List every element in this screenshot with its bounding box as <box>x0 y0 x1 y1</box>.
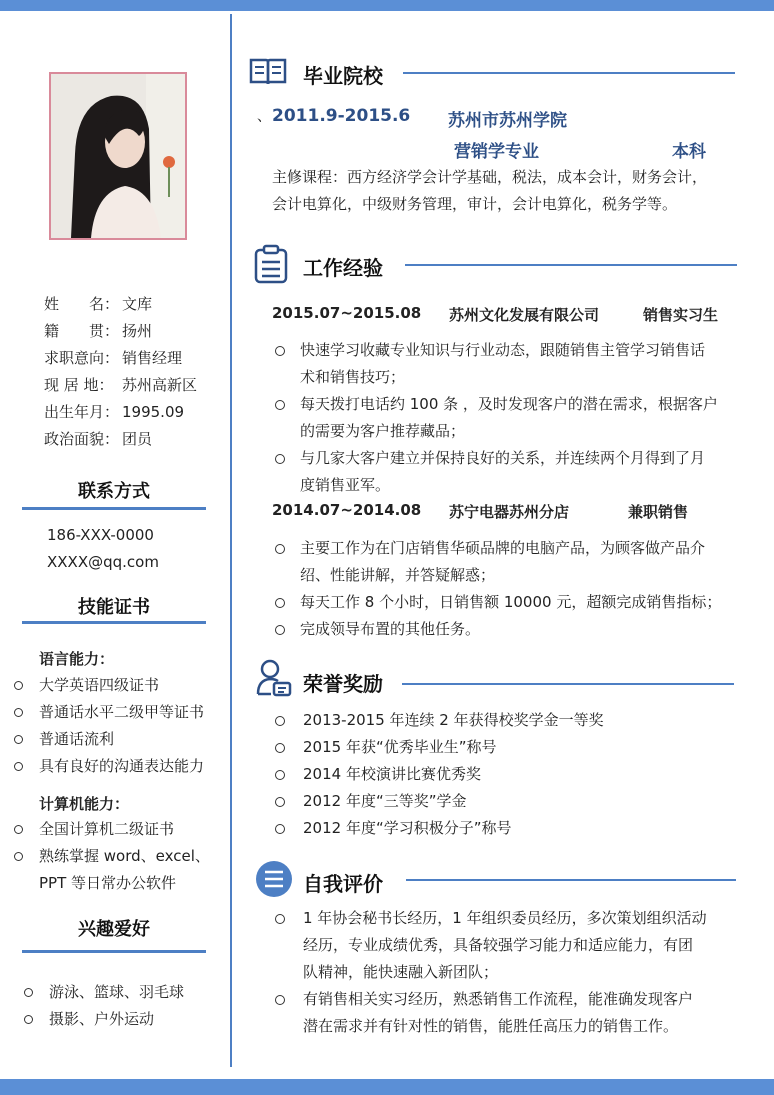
profile-label: 政治面貌： <box>44 430 120 448</box>
job2-company: 苏宁电器苏州分店 <box>449 503 570 521</box>
bullet-icon <box>14 852 23 861</box>
education-heading-line <box>403 72 735 74</box>
computer-item: 全国计算机二级证书 <box>39 820 175 838</box>
clipboard-icon <box>253 244 289 284</box>
profile-value: 销售经理 <box>122 349 183 367</box>
profile-label: 现 居 地： <box>44 376 114 394</box>
bullet-icon <box>275 770 285 780</box>
honors-heading-line <box>402 683 734 685</box>
language-item: 普通话流利 <box>39 730 115 748</box>
top-accent-bar <box>0 0 774 11</box>
person-card-icon <box>255 658 293 698</box>
self-eval-line-cont: 潜在需求并有针对性的销售，能胜任高压力的销售工作。 <box>303 1017 679 1035</box>
hobby-item: 摄影、户外运动 <box>49 1010 155 1028</box>
language-item: 普通话水平二级甲等证书 <box>39 703 205 721</box>
profile-label: 求职意向： <box>44 349 120 367</box>
job2-detail: 每天工作 8 个小时，日销售额 10000 元，超额完成销售指标； <box>300 593 722 611</box>
job2-detail: 主要工作为在门店销售华硕品牌的电脑产品，为顾客做产品介 <box>300 539 706 557</box>
skills-heading: 技能证书 <box>78 597 150 618</box>
profile-row-residence <box>44 375 197 395</box>
bullet-icon <box>14 762 23 771</box>
job1-date: 2015.07~2015.08 <box>272 304 422 322</box>
bullet-icon <box>275 625 285 635</box>
profile-label: 姓 名： <box>44 295 120 313</box>
education-school: 苏州市苏州学院 <box>448 111 567 131</box>
job2-detail: 完成领导布置的其他任务。 <box>300 620 481 638</box>
bullet-icon <box>275 716 285 726</box>
hobby-item: 游泳、篮球、羽毛球 <box>49 983 185 1001</box>
bullet-icon <box>24 1015 33 1024</box>
profile-value: 文库 <box>122 295 153 313</box>
contact-heading: 联系方式 <box>78 481 150 502</box>
bullet-icon <box>275 346 285 356</box>
job1-detail-cont: 的需要为客户推荐藏品； <box>300 422 466 440</box>
job2-date: 2014.07~2014.08 <box>272 501 422 519</box>
job1-role: 销售实习生 <box>643 306 719 324</box>
bottom-accent-bar <box>0 1079 774 1095</box>
computer-item: 熟练掌握 word、excel、 <box>39 847 210 865</box>
job1-detail: 每天拨打电话约 100 条 ，及时发现客户的潜在需求，根据客户 <box>300 395 718 413</box>
bullet-icon <box>14 681 23 690</box>
bullet-icon <box>275 995 285 1005</box>
education-courses-cont: 会计电算化，中级财务管理，审计，会计电算化，税务学等。 <box>272 195 678 213</box>
profile-row-name <box>44 294 152 314</box>
education-mark: 、 <box>257 109 271 125</box>
job2-role: 兼职销售 <box>628 503 689 521</box>
profile-row-intention <box>44 348 182 368</box>
profile-value: 苏州高新区 <box>122 376 198 394</box>
bullet-icon <box>24 988 33 997</box>
bullet-icon <box>275 544 285 554</box>
job1-company: 苏州文化发展有限公司 <box>449 306 600 324</box>
honors-heading: 荣誉奖励 <box>303 672 383 696</box>
honor-item: 2012 年度“三等奖”学金 <box>303 792 467 810</box>
self-eval-heading: 自我评价 <box>303 872 383 896</box>
honor-item: 2014 年校演讲比赛优秀奖 <box>303 765 481 783</box>
job1-detail-cont: 度销售亚军。 <box>300 476 391 494</box>
bullet-icon <box>14 735 23 744</box>
bullet-icon <box>275 598 285 608</box>
self-eval-line: 有销售相关实习经历，熟悉销售工作流程，能准确发现客户 <box>303 990 694 1008</box>
contact-email: XXXX@qq.com <box>47 553 159 571</box>
self-eval-heading-line <box>406 879 736 881</box>
language-item: 具有良好的沟通表达能力 <box>39 757 205 775</box>
bullet-icon <box>275 454 285 464</box>
self-eval-line-cont: 经历，专业成绩优秀，具备较强学习能力和适应能力，有团 <box>303 936 694 954</box>
profile-row-hometown <box>44 321 152 341</box>
language-ability-title: 语言能力： <box>39 650 115 668</box>
hobbies-heading-bar <box>22 950 206 953</box>
computer-item-cont: PPT 等日常办公软件 <box>39 874 177 892</box>
education-date: 2011.9-2015.6 <box>272 106 411 126</box>
book-icon <box>248 56 288 88</box>
job2-detail-cont: 绍、性能讲解，并答疑解惑； <box>300 566 496 584</box>
self-eval-line-cont: 队精神，能快速融入新团队； <box>303 963 499 981</box>
list-icon <box>255 860 293 898</box>
profile-photo <box>49 72 187 240</box>
contact-heading-bar <box>22 507 206 510</box>
work-heading-line <box>405 264 737 266</box>
job1-detail: 与几家大客户建立并保持良好的关系，并连续两个月得到了月 <box>300 449 706 467</box>
profile-row-political <box>44 429 152 449</box>
hobbies-heading: 兴趣爱好 <box>78 919 150 940</box>
education-courses: 主修课程：西方经济学会计学基础，税法，成本会计，财务会计， <box>272 168 708 186</box>
profile-value: 1995.09 <box>122 403 185 421</box>
language-item: 大学英语四级证书 <box>39 676 160 694</box>
honor-item: 2013-2015 年连续 2 年获得校奖学金一等奖 <box>303 711 604 729</box>
bullet-icon <box>275 743 285 753</box>
bullet-icon <box>14 825 23 834</box>
honor-item: 2012 年度“学习积极分子”称号 <box>303 819 512 837</box>
job1-detail-cont: 术和销售技巧； <box>300 368 406 386</box>
contact-phone: 186-XXX-0000 <box>47 526 154 544</box>
column-divider <box>230 14 232 1067</box>
profile-value: 扬州 <box>122 322 153 340</box>
bullet-icon <box>275 797 285 807</box>
self-eval-line: 1 年协会秘书长经历，1 年组织委员经历，多次策划组织活动 <box>303 909 707 927</box>
job1-detail: 快速学习收藏专业知识与行业动态，跟随销售主管学习销售话 <box>300 341 706 359</box>
computer-ability-title: 计算机能力： <box>39 795 130 813</box>
bullet-icon <box>275 400 285 410</box>
bullet-icon <box>14 708 23 717</box>
profile-label: 籍 贯： <box>44 322 120 340</box>
profile-label: 出生年月： <box>44 403 120 421</box>
education-major: 营销学专业 <box>454 142 539 162</box>
profile-row-birth <box>44 402 184 422</box>
profile-value: 团员 <box>122 430 153 448</box>
skills-heading-bar <box>22 621 206 624</box>
education-heading: 毕业院校 <box>303 64 383 88</box>
education-degree: 本科 <box>672 142 706 162</box>
work-heading: 工作经验 <box>303 256 383 280</box>
honor-item: 2015 年获“优秀毕业生”称号 <box>303 738 497 756</box>
bullet-icon <box>275 914 285 924</box>
bullet-icon <box>275 824 285 834</box>
